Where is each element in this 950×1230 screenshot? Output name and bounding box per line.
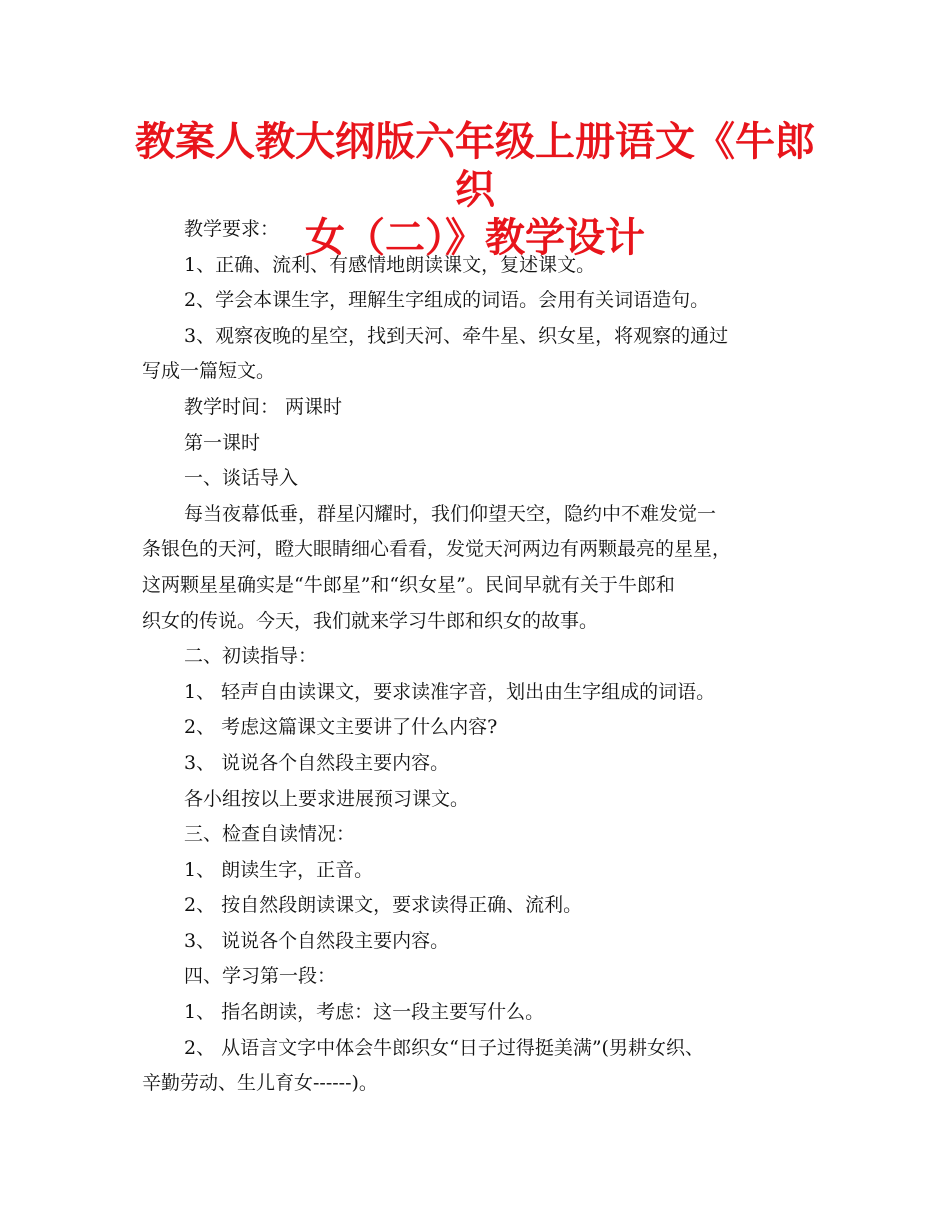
paragraph: 织女的传说。今天，我们就来学习牛郎和织女的故事。	[142, 609, 599, 632]
paragraph: 条银色的天河，瞪大眼睛细心看看，发觉天河两边有两颗最亮的星星，	[142, 538, 732, 561]
document-body	[142, 212, 818, 1102]
paragraph: 辛勤劳动、生儿育女------)。	[142, 1072, 378, 1095]
paragraph: 每当夜幕低垂，群星闪耀时，我们仰望天空，隐约中不难发觉一	[184, 502, 717, 525]
paragraph: 教学时间： 两课时	[184, 395, 343, 418]
paragraph: 2、 考虑这篇课文主要讲了什么内容?	[184, 716, 498, 739]
paragraph: 一、谈话导入	[184, 467, 299, 490]
paragraph: 1、 指名朗读，考虑：这一段主要写什么。	[184, 1001, 545, 1024]
paragraph: 3、观察夜晚的星空，找到天河、牵牛星、织女星，将观察的通过	[184, 324, 729, 347]
paragraph: 第一课时	[184, 431, 261, 454]
paragraph: 1、正确、流利、有感情地朗读课文，复述课文。	[184, 253, 596, 276]
paragraph: 写成一篇短文。	[142, 360, 276, 383]
paragraph: 2、学会本课生字，理解生字组成的词语。会用有关词语造句。	[184, 289, 710, 312]
paragraph: 这两颗星星确实是“牛郎星”和“织女星”。民间早就有关于牛郎和	[142, 573, 675, 596]
paragraph: 3、 说说各个自然段主要内容。	[184, 929, 450, 952]
paragraph: 1、 朗读生字，正音。	[184, 858, 374, 881]
title-line-1: 教案人教大纲版六年级上册语文《牛郎织	[135, 119, 815, 213]
paragraph: 二、初读指导：	[184, 645, 318, 668]
paragraph: 3、 说说各个自然段主要内容。	[184, 751, 450, 774]
paragraph: 1、 轻声自由读课文，要求读准字音，划出由生字组成的词语。	[184, 680, 716, 703]
paragraph: 各小组按以上要求进展预习课文。	[184, 787, 470, 810]
paragraph: 2、 从语言文字中体会牛郎织女“日子过得挺美满”(男耕女织、	[184, 1036, 704, 1059]
paragraph: 2、 按自然段朗读课文，要求读得正确、流利。	[184, 894, 583, 917]
paragraph: 教学要求：	[184, 218, 280, 240]
title-line-2: 女（二）》教学设计	[305, 215, 645, 261]
paragraph: 四、学习第一段：	[184, 965, 337, 988]
paragraph: 三、检查自读情况：	[184, 823, 356, 846]
